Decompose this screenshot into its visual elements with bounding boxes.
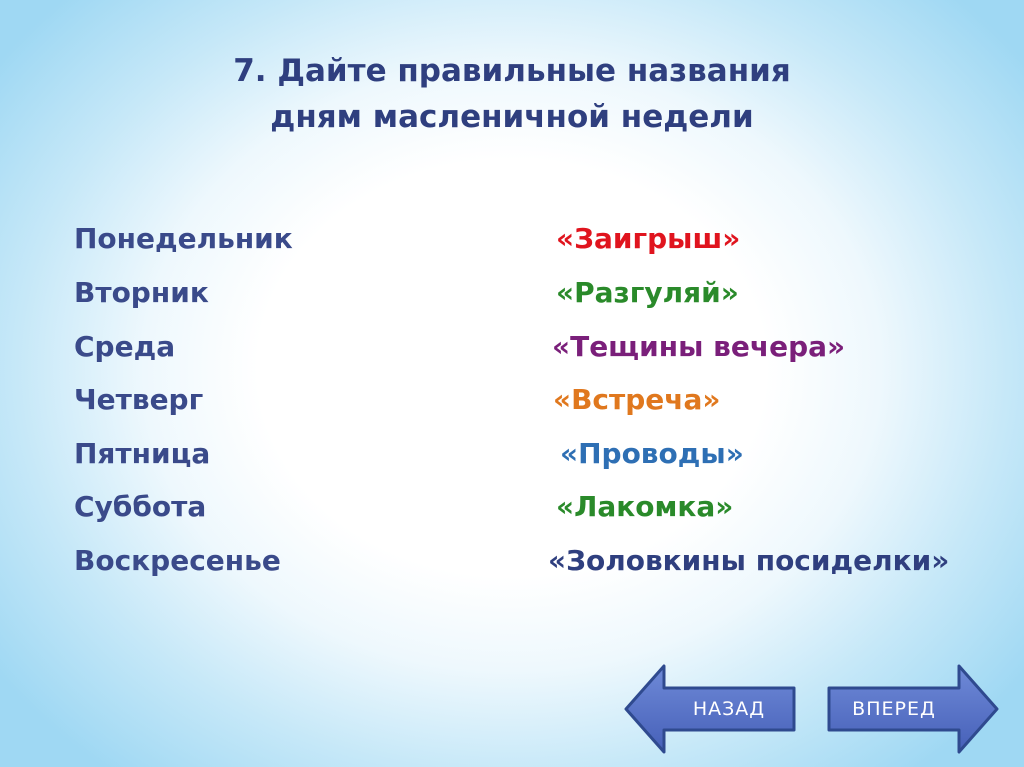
name-teshchiny-vechera: «Тещины вечера» — [552, 330, 846, 363]
day-friday: Пятница — [74, 437, 211, 470]
name-zolovkiny-posidelki: «Золовкины посиделки» — [548, 544, 950, 577]
forward-button[interactable] — [827, 664, 999, 754]
slide-title — [0, 48, 1024, 140]
name-provody: «Проводы» — [560, 437, 744, 470]
slide-title-line-1: 7. Дайте правильные названия — [233, 53, 791, 89]
back-button[interactable] — [624, 664, 796, 754]
day-wednesday: Среда — [74, 330, 176, 363]
day-thursday: Четверг — [74, 383, 204, 416]
back-button-label: НАЗАД — [692, 698, 766, 720]
day-tuesday: Вторник — [74, 276, 209, 309]
name-zaigrysh: «Заигрыш» — [556, 222, 741, 255]
name-razgulyay: «Разгуляй» — [556, 276, 739, 309]
name-lakomka: «Лакомка» — [556, 490, 734, 523]
slide-title-line-2: дням масленичной недели — [270, 99, 754, 135]
day-monday: Понедельник — [74, 222, 293, 255]
day-sunday: Воскресенье — [74, 544, 281, 577]
name-vstrecha: «Встреча» — [553, 383, 721, 416]
day-saturday: Суббота — [74, 490, 207, 523]
forward-button-label: ВПЕРЕД — [852, 698, 936, 720]
